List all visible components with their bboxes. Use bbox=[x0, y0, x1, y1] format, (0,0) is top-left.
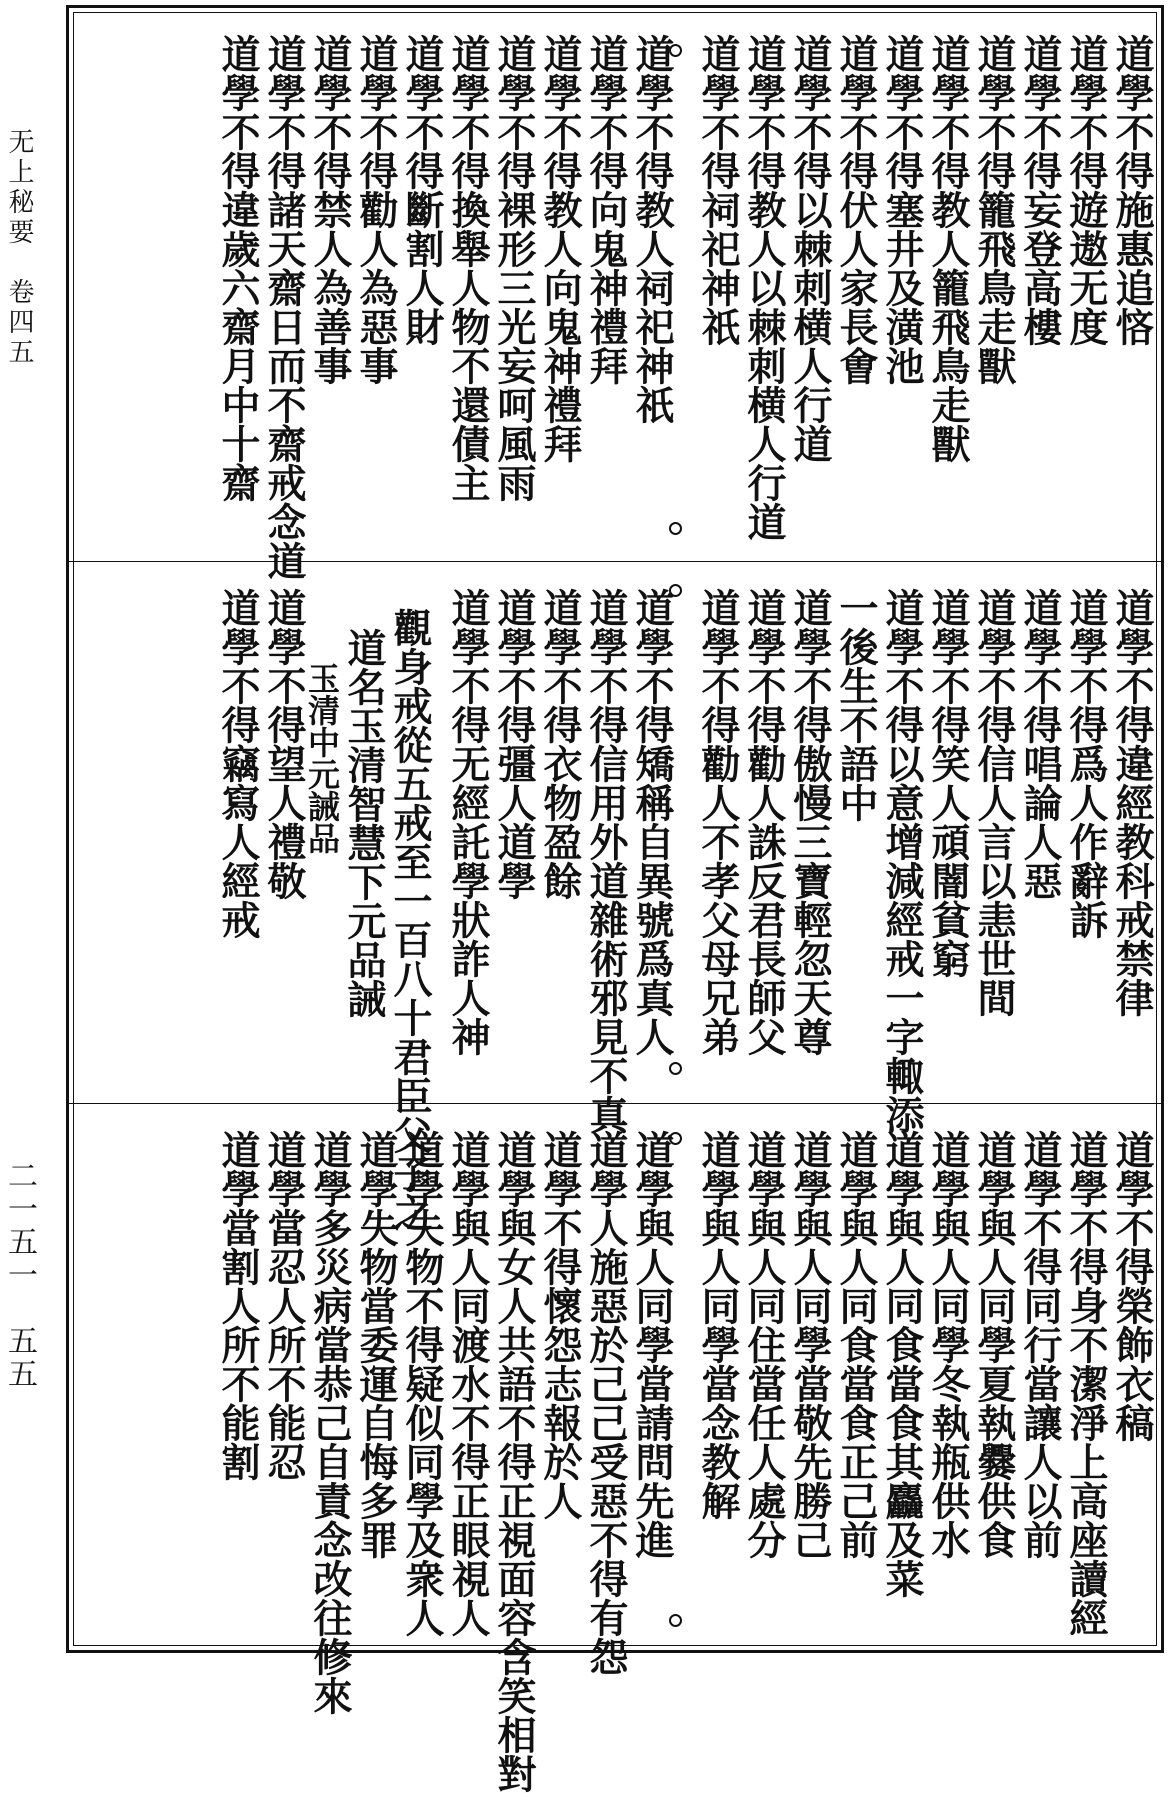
text-column: 道學不得信人言以恚世間 bbox=[971, 588, 1017, 1017]
text-column: 道學不得信用外道雜術邪見不真 bbox=[583, 588, 629, 1134]
text-column: 道學當忍人所不能忍 bbox=[261, 1130, 307, 1481]
text-column: 道學與人同住當任人處分 bbox=[741, 1130, 787, 1559]
text-column: 道學不得換舉人物不還債主 bbox=[445, 34, 491, 502]
text-column: 道學不得違歲六齋月中十齋 bbox=[215, 34, 261, 502]
text-column: 道學與人同學夏執爨供食 bbox=[971, 1130, 1017, 1559]
text-column: 道學不得无經託學狀詐人神 bbox=[445, 588, 491, 1056]
text-column: 道學不得施惠追悋 bbox=[1109, 34, 1155, 346]
section-marker-circle bbox=[669, 1614, 682, 1627]
text-column: 道學失物不得疑似同學及衆人 bbox=[399, 1130, 445, 1637]
page-frame bbox=[66, 5, 1164, 1793]
text-column: 道學不得勸人不孝父母兄弟 bbox=[695, 588, 741, 1056]
text-column: 道學不得斷割人財 bbox=[399, 34, 445, 346]
text-column: 道學不得竊寫人經戒 bbox=[215, 588, 261, 939]
text-column: 道學與人同學當念教解 bbox=[695, 1130, 741, 1520]
text-column: 道學不得伏人家長㑹 bbox=[833, 34, 879, 385]
text-column: 一後生不語中 bbox=[833, 588, 879, 822]
text-column: 玉清中元誡品 bbox=[303, 662, 341, 854]
text-section-1 bbox=[69, 8, 1161, 580]
text-column: 道學不得望人禮敬 bbox=[261, 588, 307, 900]
text-column: 道學不得祠祀神祇 bbox=[695, 34, 741, 346]
section-marker-circle bbox=[669, 522, 682, 535]
text-column: 道學不得傲慢三寶輕忽天尊 bbox=[787, 588, 833, 1056]
page-number-margin: 二一五一 五五 bbox=[2, 1160, 37, 1391]
text-column: 道學不得向鬼神禮拜 bbox=[583, 34, 629, 385]
text-column: 道學不得教人以棘刺横人行道 bbox=[741, 34, 787, 541]
text-column: 道學與人同學冬執瓶供水 bbox=[925, 1130, 971, 1559]
text-column: 道學不得遊遨无度 bbox=[1063, 34, 1109, 346]
text-column: 道學不得懷怨志報於人 bbox=[537, 1130, 583, 1520]
text-column: 道學不得以棘刺横人行道 bbox=[787, 34, 833, 463]
book-title-margin: 无上秘要 卷四五 bbox=[4, 128, 34, 368]
text-column: 道學不得以意增減經戒一字輙添 bbox=[879, 588, 925, 1134]
text-column: 道學不得諸天齋日而不齋戒念道 bbox=[261, 34, 307, 580]
text-column: 道學不得禁人為善事 bbox=[307, 34, 353, 385]
text-column: 道學不得勸人誅反君長師父 bbox=[741, 588, 787, 1056]
text-column: 道學多災病當恭己自責念改往修來 bbox=[307, 1130, 353, 1715]
text-column: 道學不得衣物盈餘 bbox=[537, 588, 583, 900]
text-column: 道學不得教人祠祀神祇 bbox=[629, 34, 675, 424]
text-column: 道學不得同行當讓人以前 bbox=[1017, 1130, 1063, 1559]
section-marker-circle bbox=[669, 1132, 682, 1145]
text-column: 道學不得教人向鬼神禮拜 bbox=[537, 34, 583, 463]
section-marker-circle bbox=[669, 584, 682, 597]
text-column: 道學不得勸人為惡事 bbox=[353, 34, 399, 385]
text-column: 道學不得笑人頑闇貧窮 bbox=[925, 588, 971, 978]
text-column: 觀身戒從五戒至一百八十君臣父子之 bbox=[387, 608, 433, 1232]
text-column: 道學不得榮飾衣稿 bbox=[1109, 1130, 1155, 1442]
text-column: 道學不得裸形三光妄呵風雨 bbox=[491, 34, 537, 502]
text-column: 道名玉清智慧下元品誡 bbox=[341, 628, 387, 1018]
text-column: 道學與人同食當食正己前 bbox=[833, 1130, 879, 1559]
text-column: 道學與人同學當請問先進 bbox=[629, 1130, 675, 1559]
text-column: 道學與人同食當食其麤及菜 bbox=[879, 1130, 925, 1598]
text-section-2 bbox=[69, 561, 1161, 1232]
text-column: 道學不得教人籠飛鳥走獸 bbox=[925, 34, 971, 463]
text-column: 道學不得唱論人惡 bbox=[1017, 588, 1063, 900]
text-column: 道學與人同學當敬先勝己 bbox=[787, 1130, 833, 1559]
text-column: 道學不得塞井及潢池 bbox=[879, 34, 925, 385]
text-column: 道學不得身不潔淨上高座讀經 bbox=[1063, 1130, 1109, 1637]
section-marker-circle bbox=[669, 44, 682, 57]
text-column: 道學當割人所不能割 bbox=[215, 1130, 261, 1481]
text-section-3 bbox=[69, 1103, 1161, 1793]
text-column: 道學不得違經教科戒禁律 bbox=[1109, 588, 1155, 1017]
section-marker-circle bbox=[669, 1062, 682, 1075]
text-column: 道學不得妄登高樓 bbox=[1017, 34, 1063, 346]
text-column: 道學失物當委運自悔多罪 bbox=[353, 1130, 399, 1559]
text-column: 道學與人同渡水不得正眼視人 bbox=[445, 1130, 491, 1637]
text-column: 道學不得彊人道學 bbox=[491, 588, 537, 900]
text-column: 道學不得籠飛鳥走獸 bbox=[971, 34, 1017, 385]
text-column: 道學不得矯稱自異號爲真人 bbox=[629, 588, 675, 1056]
text-column: 道學人施惡於己己受惡不得有怨 bbox=[583, 1130, 629, 1676]
text-column: 道學不得爲人作辭訴 bbox=[1063, 588, 1109, 939]
text-column: 道學與女人共語不得正視面容含笑相對 bbox=[491, 1130, 537, 1793]
